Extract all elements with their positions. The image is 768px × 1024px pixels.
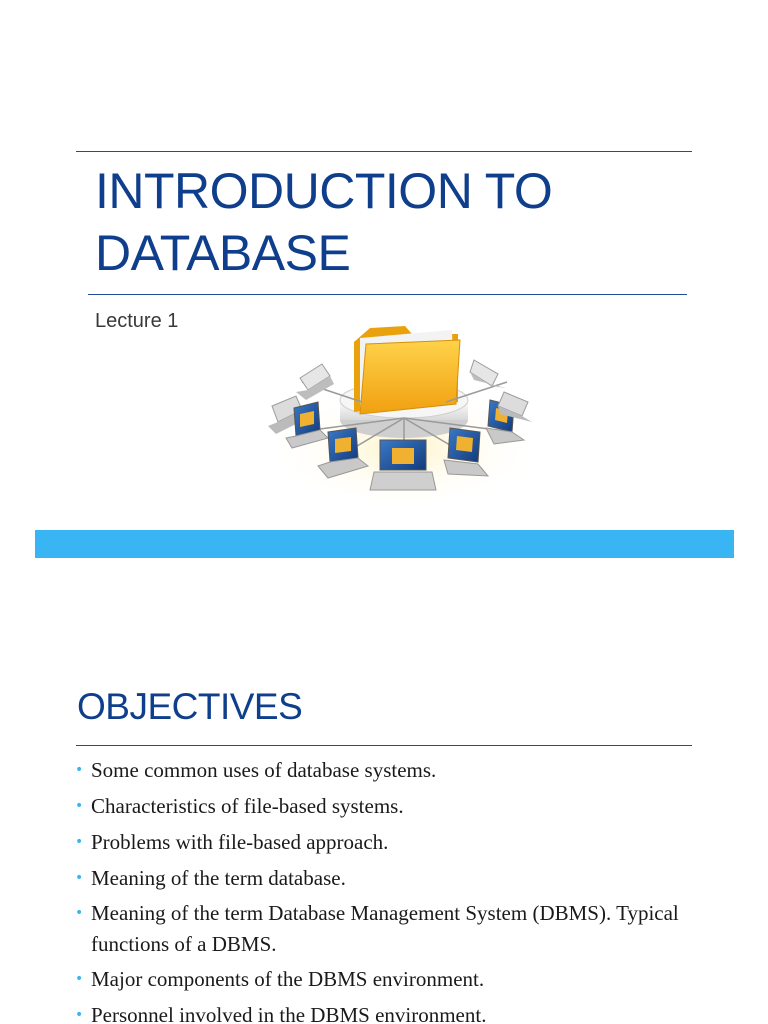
title-bottom-rule — [88, 294, 687, 295]
bullet-icon: • — [75, 905, 84, 921]
objectives-list — [75, 757, 715, 1024]
bullet-icon: • — [75, 1007, 84, 1023]
bullet-text: Meaning of the term Database Management System (DBMS). Typical functions of a DBMS. — [91, 901, 679, 956]
list-item — [75, 829, 715, 855]
bullet-text: Major components of the DBMS environment. — [91, 967, 485, 991]
bullet-text: Personnel involved in the DBMS environment. — [91, 1003, 487, 1024]
list-item — [75, 865, 715, 891]
bullet-text: Meaning of the term database. — [91, 866, 346, 890]
list-item — [75, 757, 715, 783]
slide-title: INTRODUCTION TO DATABASE — [95, 163, 553, 281]
objectives-rule — [76, 745, 692, 746]
bullet-icon: • — [75, 971, 84, 987]
network-database-folder-icon — [262, 312, 547, 507]
slide-subtitle: Lecture 1 — [95, 310, 179, 332]
title-top-rule — [76, 151, 692, 152]
list-item — [75, 1002, 715, 1024]
bullet-icon: • — [75, 834, 84, 850]
list-item — [75, 966, 715, 992]
objectives-heading: OBJECTIVES — [77, 686, 303, 727]
slide-divider-bar — [35, 530, 734, 558]
bullet-text: Characteristics of file-based systems. — [91, 794, 404, 818]
bullet-icon: • — [75, 870, 84, 886]
bullet-icon: • — [75, 798, 84, 814]
bullet-text: Some common uses of database systems. — [91, 758, 437, 782]
list-item — [75, 793, 715, 819]
list-item — [75, 898, 715, 960]
bullet-text: Problems with file-based approach. — [91, 830, 389, 854]
bullet-icon: • — [75, 762, 84, 778]
